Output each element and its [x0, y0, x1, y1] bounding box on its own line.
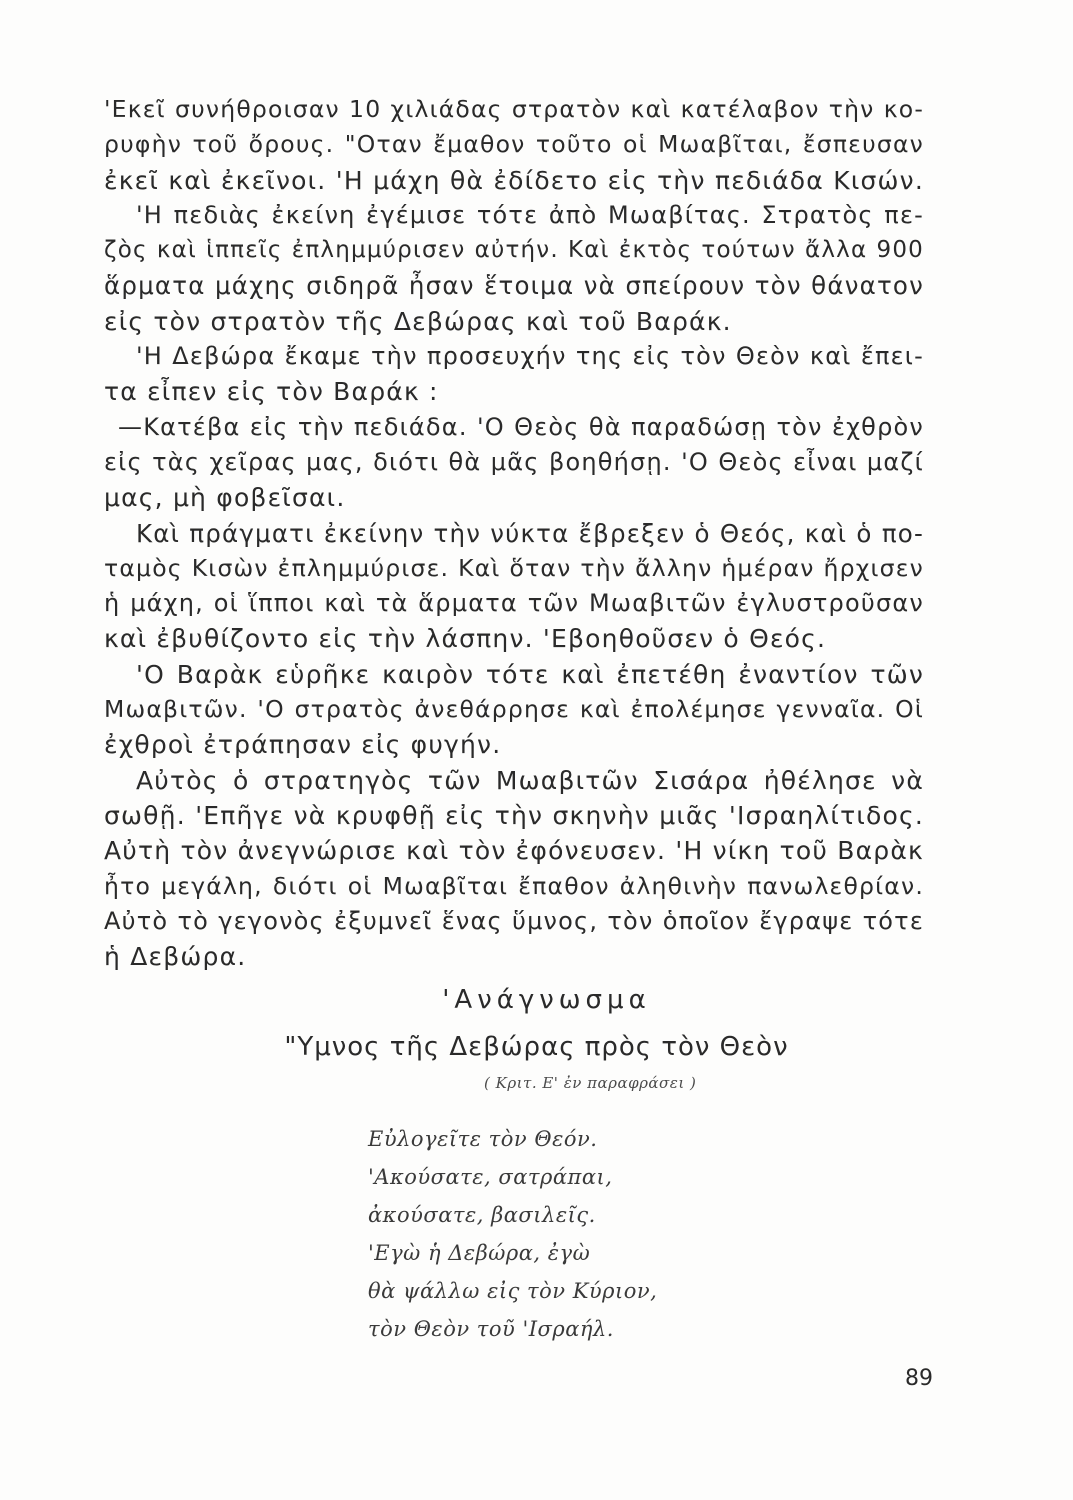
poem-line: 'Ακούσατε, σατράπαι,	[368, 1165, 613, 1189]
body-line: ἐχθροὶ ἐτράπησαν εἰς φυγήν.	[104, 730, 502, 760]
poem-line: 'Εγὼ ἡ Δεβώρα, ἐγὼ	[368, 1241, 591, 1265]
body-line: Αὐτὴ τὸν ἀνεγνώρισε καὶ τὸν ἐφόνευσεν. 'Η νίκη τοῦ Βαρὰκ	[104, 836, 924, 866]
body-line: —Κατέβα εἰς τὴν πεδιάδα. 'Ο Θεὸς θὰ παραδώσῃ τὸν ἐχθρὸν	[118, 412, 924, 441]
body-line: Αὐτὸ τὸ γεγονὸς ἐξυμνεῖ ἕνας ὕμνος, τὸν ὁποῖον ἔγραψε τότε	[104, 906, 924, 935]
body-line: μας, μὴ φοβεῖσαι.	[104, 483, 346, 513]
reading-heading: 'Ανάγνωσμα	[442, 985, 651, 1015]
body-line: 'Η Δεβώρα ἔκαμε τὴν προσευχήν της εἰς τὸν Θεὸν καὶ ἔπει-	[136, 342, 924, 371]
poem-line: Εὐλογεῖτε τὸν Θεόν.	[368, 1127, 598, 1151]
body-line: σωθῇ. 'Επῆγε νὰ κρυφθῇ εἰς τὴν σκηνὴν μιᾶς 'Ισραηλίτιδος.	[104, 800, 924, 830]
body-line: Μωαβιτῶν. 'Ο στρατὸς ἀνεθάρρησε καὶ ἐπολέμησε γενναῖα. Οἱ	[104, 695, 924, 724]
body-line: ἡ Δεβώρα.	[104, 942, 247, 972]
body-line: ἐκεῖ καὶ ἐκεῖνοι. 'Η μάχη θὰ ἐδίδετο εἰς τὴν πεδιάδα Κισών.	[104, 165, 924, 195]
body-line: ταμὸς Κισὼν ἐπλημμύρισε. Καὶ ὅταν τὴν ἄλλην ἡμέραν ἤρχισεν	[104, 553, 924, 582]
body-line: ἡ μάχη, οἱ ἵπποι καὶ τὰ ἅρματα τῶν Μωαβιτῶν ἐγλυστροῦσαν	[104, 589, 924, 618]
hymn-poem	[368, 1120, 657, 1348]
body-text	[104, 92, 924, 974]
poem-line: ἀκούσατε, βασιλεῖς.	[368, 1203, 596, 1227]
poem-line: τὸν Θεὸν τοῦ 'Ισραήλ.	[368, 1317, 614, 1341]
body-line: τα εἶπεν εἰς τὸν Βαράκ :	[104, 377, 439, 407]
body-line: εἰς τὸν στρατὸν τῆς Δεβώρας καὶ τοῦ Βαράκ.	[104, 306, 732, 336]
body-line: 'Εκεῖ συνήθροισαν 10 χιλιάδας στρατὸν καὶ κατέλαβον τὴν κο-	[104, 95, 924, 123]
body-line: ζὸς καὶ ἱππεῖς ἐπλημμύρισεν αὐτήν. Καὶ ἐκτὸς τούτων ἄλλα 900	[104, 237, 924, 264]
hymn-reference: ( Κριτ. Ε' ἐν παραφράσει )	[484, 1074, 697, 1092]
body-line: εἰς τὰς χεῖρας μας, διότι θὰ μᾶς βοηθήσῃ. 'Ο Θεὸς εἶναι μαζί	[104, 447, 924, 476]
body-line: ἅρματα μάχης σιδηρᾶ ἦσαν ἕτοιμα νὰ σπείρουν τὸν θάνατον	[104, 271, 924, 301]
body-line: ἦτο μεγάλη, διότι οἱ Μωαβῖται ἔπαθον ἀληθινὴν πανωλεθρίαν.	[104, 871, 924, 900]
body-line: Αὐτὸς ὁ στρατηγὸς τῶν Μωαβιτῶν Σισάρα ἠθέλησε νὰ	[136, 765, 924, 795]
hymn-title: "Υμνος τῆς Δεβώρας πρὸς τὸν Θεὸν	[284, 1032, 789, 1062]
poem-line: θὰ ψάλλω εἰς τὸν Κύριον,	[368, 1279, 658, 1303]
body-line: 'Ο Βαρὰκ εὑρῆκε καιρὸν τότε καὶ ἐπετέθη ἐναντίον τῶν	[136, 659, 924, 689]
page-number: 89	[905, 1366, 933, 1391]
body-line: καὶ ἐβυθίζοντο εἰς τὴν λάσπην. 'Εβοηθοῦσεν ὁ Θεός.	[104, 624, 827, 654]
body-line: 'Η πεδιὰς ἐκείνη ἐγέμισε τότε ἀπὸ Μωαβίτας. Στρατὸς πε-	[136, 200, 924, 229]
body-line: ρυφὴν τοῦ ὄρους. "Οταν ἔμαθον τοῦτο οἱ Μωαβῖται, ἔσπευσαν	[104, 130, 924, 159]
body-line: Καὶ πράγματι ἐκείνην τὴν νύκτα ἔβρεξεν ὁ Θεός, καὶ ὁ πο-	[136, 518, 924, 548]
